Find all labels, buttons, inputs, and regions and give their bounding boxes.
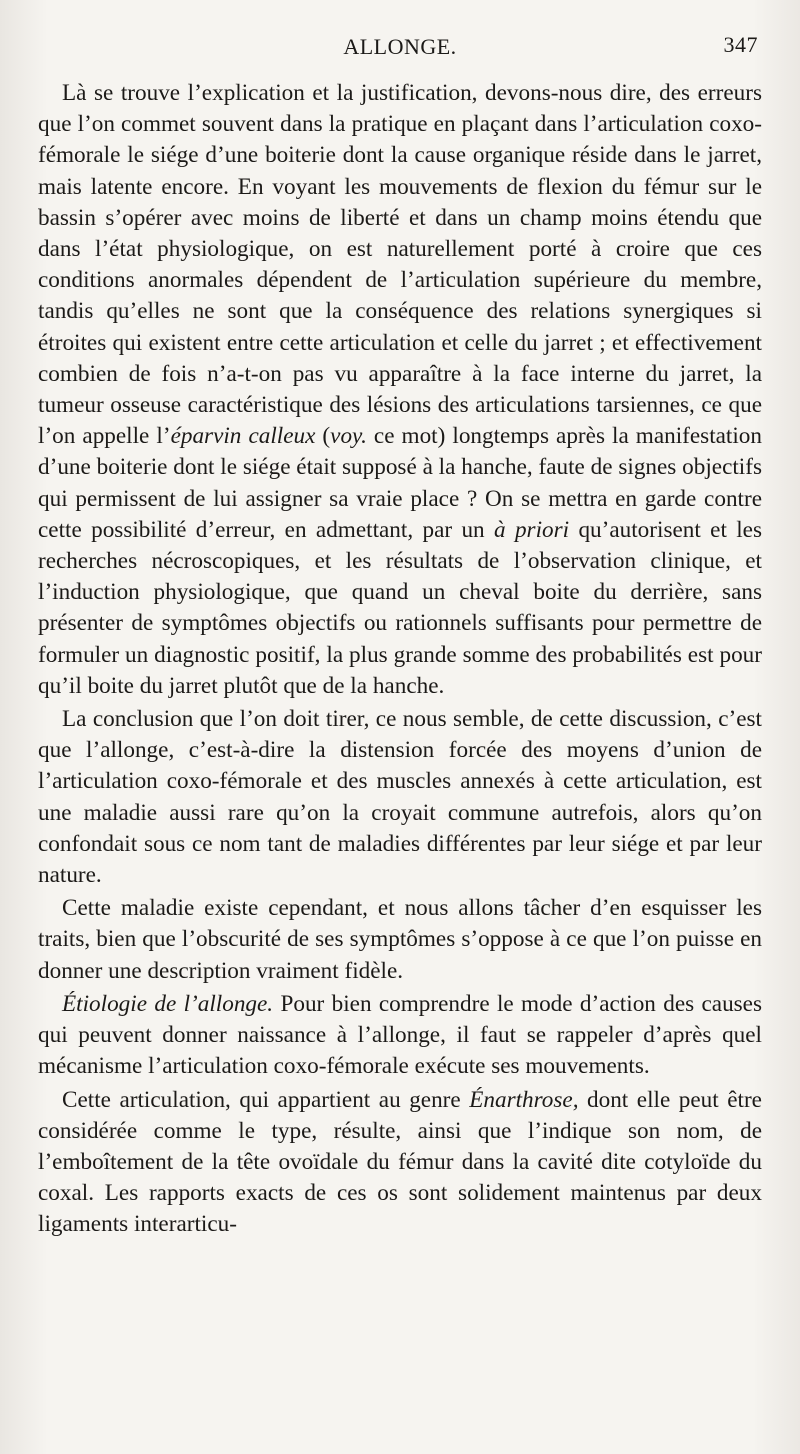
text-segment: ce mot) longtemps après la manifestation d’une boiterie dont le siége était supposé à la hanche, faute de signes objectifs qui permissent de lui assigner sa vraie place ? On se mettra en garde contre cette possibilité d’erreur, en admettant, par un — [38, 423, 762, 543]
paragraph-2 — [38, 704, 762, 891]
text-segment: ( — [315, 423, 331, 450]
text-segment: Pour bien comprendre le mode d’action des causes qui peuvent donner naissance à l’allonge, il faut se rappeler d’après quel mécanisme l’articulation coxo-fémorale exécute ses mouvements. — [38, 990, 762, 1080]
paragraph-1 — [38, 78, 762, 702]
paragraph-5 — [38, 1085, 762, 1241]
text-segment: dont elle peut être considérée comme le type, résulte, ainsi que l’indique son nom, de l’emboîtement de la tête ovoïdale du fémur dans la cavité dite cotyloïde du coxal. Les rapports exacts de ces os sont solidement maintenus par deux ligaments interarticu- — [38, 1086, 762, 1238]
text-segment: qu’autorisent et les recherches nécroscopiques, et les résultats de l’observation clinique, et l’induction physiologique, que quand un cheval boite du derrière, sans présenter de symptômes objectifs ou rationnels suffisants pour permettre de formuler un diagnostic positif, la plus grande somme des probabilités est pour qu’il boite du jarret plutôt que de la hanche. — [38, 516, 762, 699]
italic-term: éparvin calleux — [170, 423, 316, 450]
italic-term: Énarthrose, — [469, 1086, 579, 1113]
text-segment: Cette maladie existe cependant, et nous allons tâcher d’en esquisser les traits, bien que l’obscurité de ses symptômes s’oppose à ce que l’on puisse en donner une description vraiment fidèle. — [38, 895, 762, 984]
running-title: ALLONGE. — [343, 34, 457, 59]
paragraph-4 — [38, 989, 762, 1083]
text-segment: La conclusion que l’on doit tirer, ce nous semble, de cette discussion, c’est que l’allonge, c’est-à-dire la distension forcée des moyens d’union de l’articulation coxo-fémorale et des muscles annexés à cette articulation, est une maladie aussi rare qu’on la croyait commune autrefois, alors qu’on confondait sous ce nom tant de maladies différentes par leur siége et par leur nature. — [38, 706, 762, 889]
body-text — [38, 78, 762, 1241]
text-segment: Là se trouve l’explication et la justification, devons-nous dire, des erreurs que l’on commet souvent dans la pratique en plaçant dans l’articulation coxo-fémorale le siége d’une boiterie dont la cause organique réside dans le jarret, mais latente encore. En voyant les mouvements de flexion du fémur sur le bassin s’opérer avec moins de liberté et dans un champ moins étendu que dans l’état physiologique, on est naturellement porté à croire que ces conditions anormales dépendent de l’articulation supérieure du membre, tandis qu’elles ne sont que la conséquence des relations synergiques si étroites qui existent entre cette articulation et celle du jarret ; et effectivement combien de fois n’a-t-on pas vu apparaître à la face interne du jarret, la tumeur osseuse caractéristique des lésions des articulations tarsiennes, ce que l’on appelle l’ — [38, 80, 762, 450]
running-head — [38, 30, 762, 66]
italic-term: à priori — [494, 516, 570, 543]
page-number: 347 — [723, 32, 758, 57]
paragraph-3 — [38, 893, 762, 987]
text-segment: Cette articulation, qui appartient au genre — [62, 1086, 470, 1113]
section-heading-inline: Étiologie de l’allonge. — [62, 990, 274, 1017]
italic-term: voy. — [330, 423, 367, 450]
